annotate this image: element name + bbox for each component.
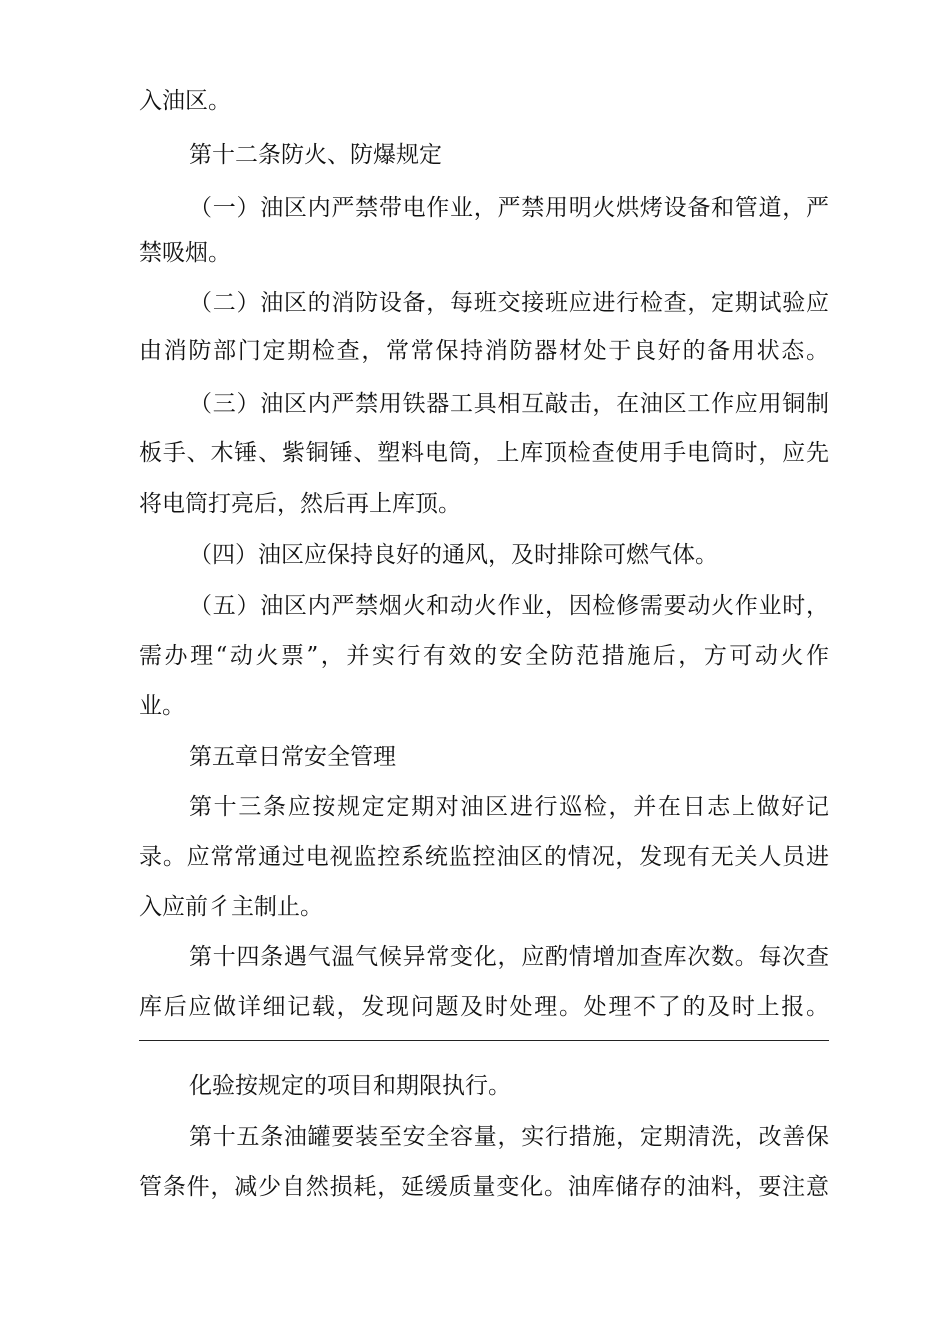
paragraph-line: 管条件，减少自然损耗，延缓质量变化。油库储存的油料，要注意: [139, 1174, 829, 1200]
paragraph-line: 化验按规定的项目和期限执行。: [189, 1073, 511, 1099]
page-break-divider: [139, 1040, 829, 1041]
paragraph-line: 将电筒打亮后，然后再上库顶。: [139, 491, 461, 517]
paragraph-line: 第十四条遇气温气候异常变化，应酌情增加查库次数。每次查: [189, 944, 829, 970]
paragraph-line: 库后应做详细记载，发现问题及时处理。处理不了的及时上报。: [139, 994, 829, 1020]
paragraph-line: 禁吸烟。: [139, 240, 231, 266]
paragraph-line: 入油区。: [139, 88, 231, 114]
paragraph-line: 第十三条应按规定定期对油区进行巡检，并在日志上做好记: [189, 794, 829, 820]
paragraph-line: （五）油区内严禁烟火和动火作业，因检修需要动火作业时，: [189, 593, 829, 619]
chapter-5-heading: 第五章日常安全管理: [189, 744, 396, 770]
paragraph-line: 由消防部门定期检查，常常保持消防器材处于良好的备用状态。: [139, 338, 829, 364]
paragraph-line: 业。: [139, 693, 185, 719]
paragraph-line: （二）油区的消防设备，每班交接班应进行检查，定期试验应: [189, 290, 829, 316]
paragraph-line: 入应前彳主制止。: [139, 894, 323, 920]
paragraph-line: 第十五条油罐要装至安全容量，实行措施，定期清洗，改善保: [189, 1124, 829, 1150]
paragraph-line: 需办理“动火票”，并实行有效的安全防范措施后，方可动火作: [139, 643, 829, 669]
paragraph-line: （三）油区内严禁用铁器工具相互敲击，在油区工作应用铜制: [189, 391, 829, 417]
article-12-heading: 第十二条防火、防爆规定: [189, 142, 442, 168]
paragraph-line: 录。应常常通过电视监控系统监控油区的情况，发现有无关人员进: [139, 844, 829, 870]
paragraph-line: 板手、木锤、紫铜锤、塑料电筒，上库顶检查使用手电筒时，应先: [139, 440, 829, 466]
paragraph-line: （四）油区应保持良好的通风，及时排除可燃气体。: [189, 542, 718, 568]
paragraph-line: （一）油区内严禁带电作业，严禁用明火烘烤设备和管道，严: [189, 195, 829, 221]
